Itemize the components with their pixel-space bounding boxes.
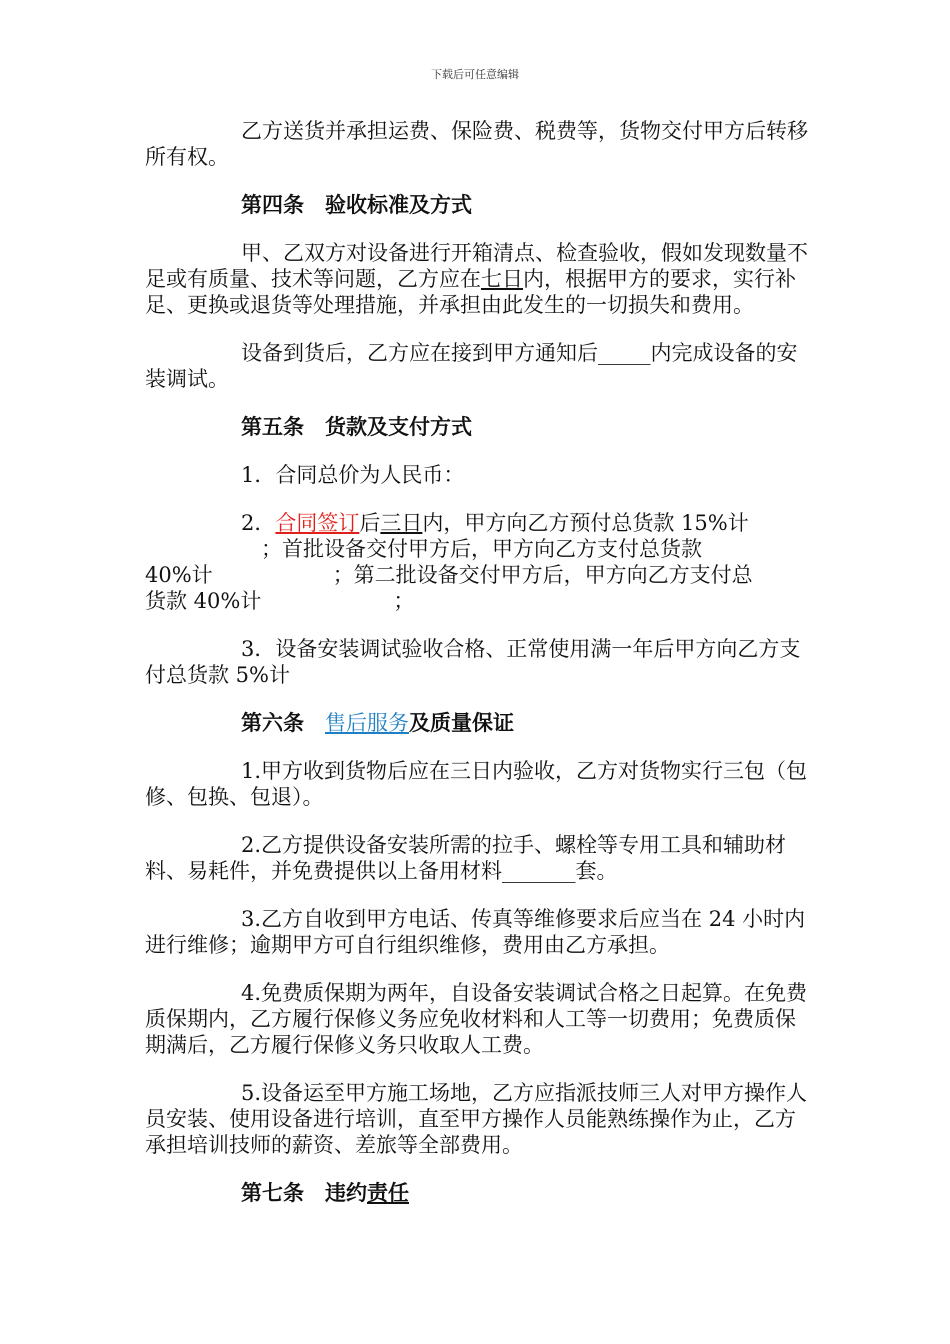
service-item-2: 2.乙方提供设备安装所需的拉手、螺栓等专用工具和辅助材料、易耗件，并免费提供以上备用材料_______套。 <box>145 833 787 883</box>
paragraph-delivery: 乙方送货并承担运费、保险费、税费等，货物交付甲方后转移所有权。 <box>145 119 808 169</box>
article-6-heading: 第六条 售后服务及质量保证 <box>241 710 514 735</box>
document-body <box>145 118 810 1206</box>
service-item-5: 5.设备运至甲方施工场地，乙方应指派技师三人对甲方操作人员安装、使用设备进行培训，直至甲方操作人员能熟练操作为止，乙方承担培训技师的薪资、差旅等全部费用。 <box>145 1081 808 1157</box>
article-4-heading: 第四条 验收标准及方式 <box>241 192 472 217</box>
paragraph-payment-schedule: 2．合同签订后三日内，甲方向乙方预付总货款 15%计 ；首批设备交付甲方后，甲方向乙方支付总货款 40%计 ；第二批设备交付甲方后，甲方向乙方支付总 货款 40%计 ； <box>145 511 753 613</box>
paragraph-final-payment: 3．设备安装调试验收合格、正常使用满一年后甲方向乙方支付总货款 5%计 <box>145 637 801 687</box>
service-item-4: 4.免费质保期为两年，自设备安装调试合格之日起算。在免费质保期内，乙方履行保修义务应免收材料和人工等一切费用；免费质保期满后，乙方履行保修义务只收取人工费。 <box>145 981 808 1057</box>
after-sales-link[interactable]: 售后服务 <box>325 711 409 735</box>
three-days-underlined: 三日 <box>380 511 423 535</box>
blank-field: _______ <box>502 859 576 883</box>
article-5-heading: 第五条 货款及支付方式 <box>241 414 472 439</box>
blank-field: _____ <box>598 341 651 365</box>
liability-underlined: 责任 <box>367 1180 409 1205</box>
service-item-1: 1.甲方收到货物后应在三日内验收，乙方对货物实行三包（包修、包换、包退）。 <box>145 759 808 809</box>
paragraph-total-price: 1．合同总价为人民币： <box>241 463 465 487</box>
paragraph-inspection: 甲、乙双方对设备进行开箱清点、检查验收，假如发现数量不足或有质量、技术等问题，乙方应在七日内，根据甲方的要求，实行补足、更换或退货等处理措施，并承担由此发生的一切损失和费用。 <box>145 241 808 317</box>
service-item-3: 3.乙方自收到甲方电话、传真等维修要求后应当在 24 小时内进行维修；逾期甲方可自行组织维修，费用由乙方承担。 <box>145 907 806 957</box>
paragraph-installation: 设备到货后，乙方应在接到甲方通知后_____内完成设备的安装调试。 <box>145 341 798 391</box>
page-header-note: 下载后可任意编辑 <box>431 68 519 81</box>
seven-days-underlined: 七日 <box>481 267 523 291</box>
article-7-heading: 第七条 违约责任 <box>241 1180 409 1205</box>
contract-signing-link[interactable]: 合同签订 <box>275 511 360 535</box>
